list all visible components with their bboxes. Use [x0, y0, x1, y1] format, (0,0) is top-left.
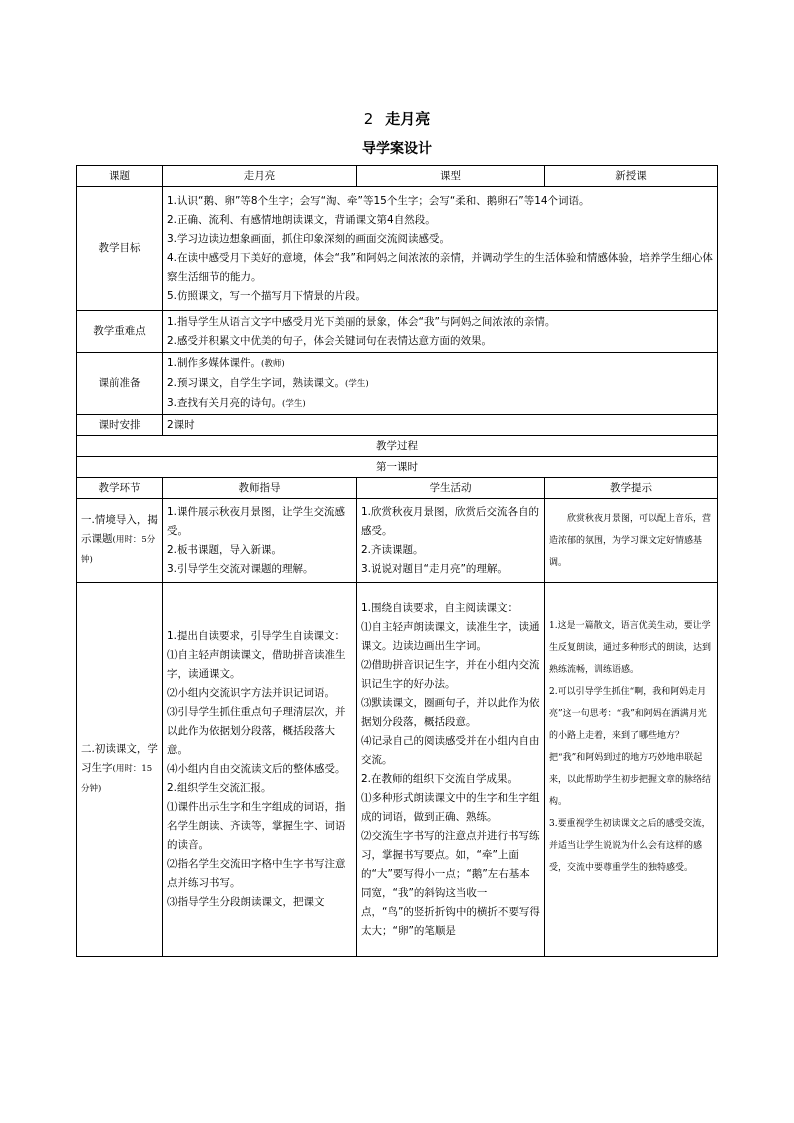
info-row	[77, 166, 718, 187]
page-title	[0, 108, 794, 129]
teaching-tip: 欣赏秋夜月景图，可以配上音乐，营造浓郁的氛围，为学习课文定好情感基调。	[545, 499, 718, 583]
goals-content	[163, 187, 718, 311]
teacher-step: ⑴课件出示生字和生字组成的词语，指名学生朗读、齐读等，掌握生字、词语的读音。	[167, 801, 346, 851]
student-activity	[357, 583, 545, 957]
preparation-label: 课前准备	[77, 353, 163, 415]
page-subtitle: 导学案设计	[362, 141, 432, 157]
teacher-step: ⑷小组内自由交流读文后的整体感受。	[167, 763, 346, 775]
schedule-value: 2课时	[163, 415, 718, 436]
student-step: 3.说说对题目“走月亮”的理解。	[361, 562, 508, 575]
tip-item: 2.可以引导学生抓住“啊，我和阿妈走月亮”这一句思考：“我”和阿妈在洒满月光的小路上走着，来到了哪些地方？把“我”和阿妈到过的地方巧妙地串联起来，以此帮助学生初步把握文章的脉络结构。	[549, 687, 712, 807]
student-step: ⑶默读课文，圈画句子，并以此作为依据划分段落，概括段意。	[361, 696, 540, 728]
student-step: ⑷记录自己的阅读感受并在小组内自由交流。	[361, 734, 540, 766]
tip-item: 3.要重视学生初读课文之后的感受交流，并适当让学生说说为什么会有这样的感受，交流中要尊重学生的独特感受。	[549, 819, 711, 873]
lesson-plan-table	[76, 165, 718, 957]
goal-item: 5.仿照课文，写一个描写月下情景的片段。	[167, 289, 367, 302]
type-value: 新授课	[545, 166, 718, 187]
teacher-step: 2.组织学生交流汇报。	[167, 782, 272, 794]
teacher-step: ⑶指导学生分段朗读课文，把课文	[167, 896, 325, 908]
teacher-step: ⑶引导学生抓住重点句子理清层次，并以此作为依据划分段落，概括段落大意。	[167, 706, 346, 756]
goals-label: 教学目标	[77, 187, 163, 311]
key-points-row	[77, 311, 718, 353]
preparation-item: 1.制作多媒体课件。(教师)	[167, 356, 285, 369]
process-title-row	[77, 436, 718, 457]
student-step: 1.欣赏秋夜月景图，欣赏后交流各自的感受。	[361, 505, 540, 537]
lesson-number: 2	[363, 110, 374, 128]
goals-row	[77, 187, 718, 311]
preparation-content	[163, 353, 718, 415]
student-step: 1.围绕自读要求，自主阅读课文：	[361, 601, 519, 614]
teacher-guidance	[163, 499, 357, 583]
teacher-step: ⑵指名学生交流田字格中生字书写注意点并练习书写。	[167, 858, 346, 889]
process-title: 教学过程	[77, 436, 718, 457]
student-activity	[357, 499, 545, 583]
type-label: 课型	[357, 166, 545, 187]
key-points-content	[163, 311, 718, 353]
teacher-step: ⑵小组内交流识字方法并识记词语。	[167, 687, 335, 699]
key-point-item: 1.指导学生从语言文字中感受月光下美丽的景象，体会“我”与阿妈之间浓浓的亲情。	[167, 315, 556, 328]
key-points-label: 教学重难点	[77, 311, 163, 353]
topic-value: 走月亮	[163, 166, 357, 187]
process-header-row	[77, 478, 718, 499]
teacher-step: 1.课件展示秋夜月景图，让学生交流感受。	[167, 505, 346, 537]
teacher-step: ⑴自主轻声朗读课文，借助拼音读准生字，读通课文。	[167, 649, 346, 680]
goal-item: 1.认识“鹅、卵”等8个生字；会写“淘、牵”等15个生字；会写“柔和、鹅卵石”等14个词语。	[167, 194, 590, 207]
student-step: 2.齐读课题。	[361, 543, 424, 556]
topic-label: 课题	[77, 166, 163, 187]
column-header: 教学环节	[77, 478, 163, 499]
session-row	[77, 457, 718, 478]
stage-name: 一.情境导入，揭示课题(用时：5分钟)	[77, 499, 163, 583]
stage-name: 二.初读课文，学习生字(用时：15分钟)	[77, 583, 163, 957]
stage-row	[77, 499, 718, 583]
tip-item: 1.这是一篇散文，语言优美生动，要让学生反复朗读，通过多种形式的朗读，达到熟练流畅，训练语感。	[549, 621, 712, 675]
stage-row	[77, 583, 718, 957]
teacher-guidance	[163, 583, 357, 957]
session-title: 第一课时	[77, 457, 718, 478]
preparation-item: 2.预习课文，自学生字词，熟读课文。(学生)	[167, 376, 369, 389]
teacher-step: 3.引导学生交流对课题的理解。	[167, 562, 314, 575]
column-header: 教学提示	[545, 478, 718, 499]
teacher-step: 2.板书课题，导入新课。	[167, 543, 283, 556]
student-step: ⑵借助拼音识记生字，并在小组内交流识记生字的好办法。	[361, 658, 540, 690]
key-point-item: 2.感受并积累文中优美的句子，体会关键词句在表情达意方面的效果。	[167, 334, 493, 347]
student-step: ⑴自主轻声朗读课文，读准生字，读通课文。边读边画出生字词。	[361, 620, 540, 652]
preparation-row	[77, 353, 718, 415]
preparation-item: 3.查找有关月亮的诗句。(学生)	[167, 396, 306, 409]
teacher-step: 1.提出自读要求，引导学生自读课文：	[167, 630, 346, 642]
goal-item: 3.学习边读边想象画面，抓住印象深刻的画面交流阅读感受。	[167, 232, 451, 245]
goal-item: 4.在读中感受月下美好的意境，体会“我”和阿妈之间浓浓的亲情，并调动学生的生活体验和情感体验，培养学生细心体察生活细节的能力。	[167, 251, 713, 283]
column-header: 教师指导	[163, 478, 357, 499]
student-step: 2.在教师的组织下交流自学成果。	[361, 772, 519, 785]
column-header: 学生活动	[357, 478, 545, 499]
schedule-row	[77, 415, 718, 436]
teaching-tip	[545, 583, 718, 957]
lesson-title: 走月亮	[385, 110, 431, 128]
goal-item: 2.正确、流利、有感情地朗读课文，背诵课文第4自然段。	[167, 213, 436, 226]
student-step: ⑵交流生字书写的注意点并进行书写练习，掌握书写要点。如，“牵”上面的“大”要写得小一点；“鹅”左右基本同宽，“我”的斜钩这当收一点，“鸟”的竖折折钩中的横折不要写得太大；“卵”的笔顺是	[361, 829, 540, 937]
schedule-label: 课时安排	[77, 415, 163, 436]
student-step: ⑴多种形式朗读课文中的生字和生字组成的词语，做到正确、熟练。	[361, 791, 540, 823]
